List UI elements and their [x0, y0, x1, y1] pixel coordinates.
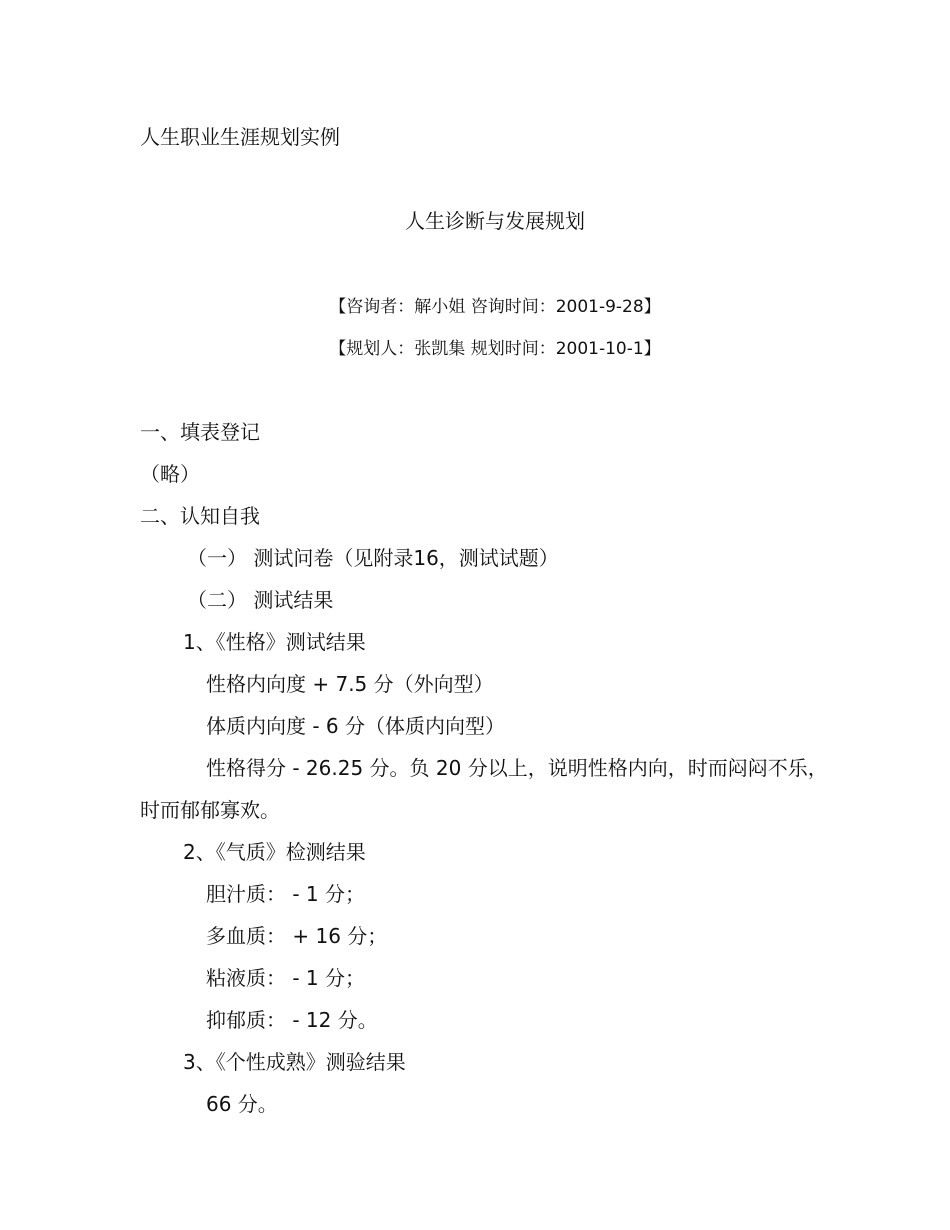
maturity-line-1: 66 分。 — [206, 1092, 278, 1116]
subsection-questionnaire: （一） 测试问卷（见附录16，测试试题） — [187, 546, 559, 570]
temperament-line-2: 多血质： + 16 分； — [206, 924, 388, 948]
section2-heading: 二、认知自我 — [140, 504, 260, 528]
temperament-line-3: 粘液质： - 1 分； — [206, 966, 366, 990]
personality-line-1: 性格内向度 + 7.5 分（外向型） — [206, 672, 494, 696]
consult-info: 【咨询者：解小姐 咨询时间：2001-9-28】 — [329, 297, 661, 317]
temperament-heading: 2、《气质》检测结果 — [183, 840, 366, 864]
top-heading: 人生职业生涯规划实例 — [140, 125, 340, 149]
planner-info: 【规划人：张凯集 规划时间：2001-10-1】 — [329, 339, 661, 359]
main-title: 人生诊断与发展规划 — [405, 209, 585, 233]
personality-heading: 1、《性格》测试结果 — [183, 630, 366, 654]
maturity-heading: 3、《个性成熟》测验结果 — [183, 1050, 406, 1074]
section1-heading: 一、填表登记 — [140, 420, 260, 444]
personality-line-3-cont: 时而郁郁寡欢。 — [140, 798, 280, 822]
temperament-line-4: 抑郁质： - 12 分。 — [206, 1008, 378, 1032]
section1-note: （略） — [140, 462, 200, 486]
personality-line-3: 性格得分 - 26.25 分。负 20 分以上，说明性格内向，时而闷闷不乐， — [206, 756, 828, 780]
personality-line-2: 体质内向度 - 6 分（体质内向型） — [206, 714, 506, 738]
temperament-line-1: 胆汁质： - 1 分； — [206, 882, 366, 906]
subsection-results: （二） 测试结果 — [187, 588, 334, 612]
